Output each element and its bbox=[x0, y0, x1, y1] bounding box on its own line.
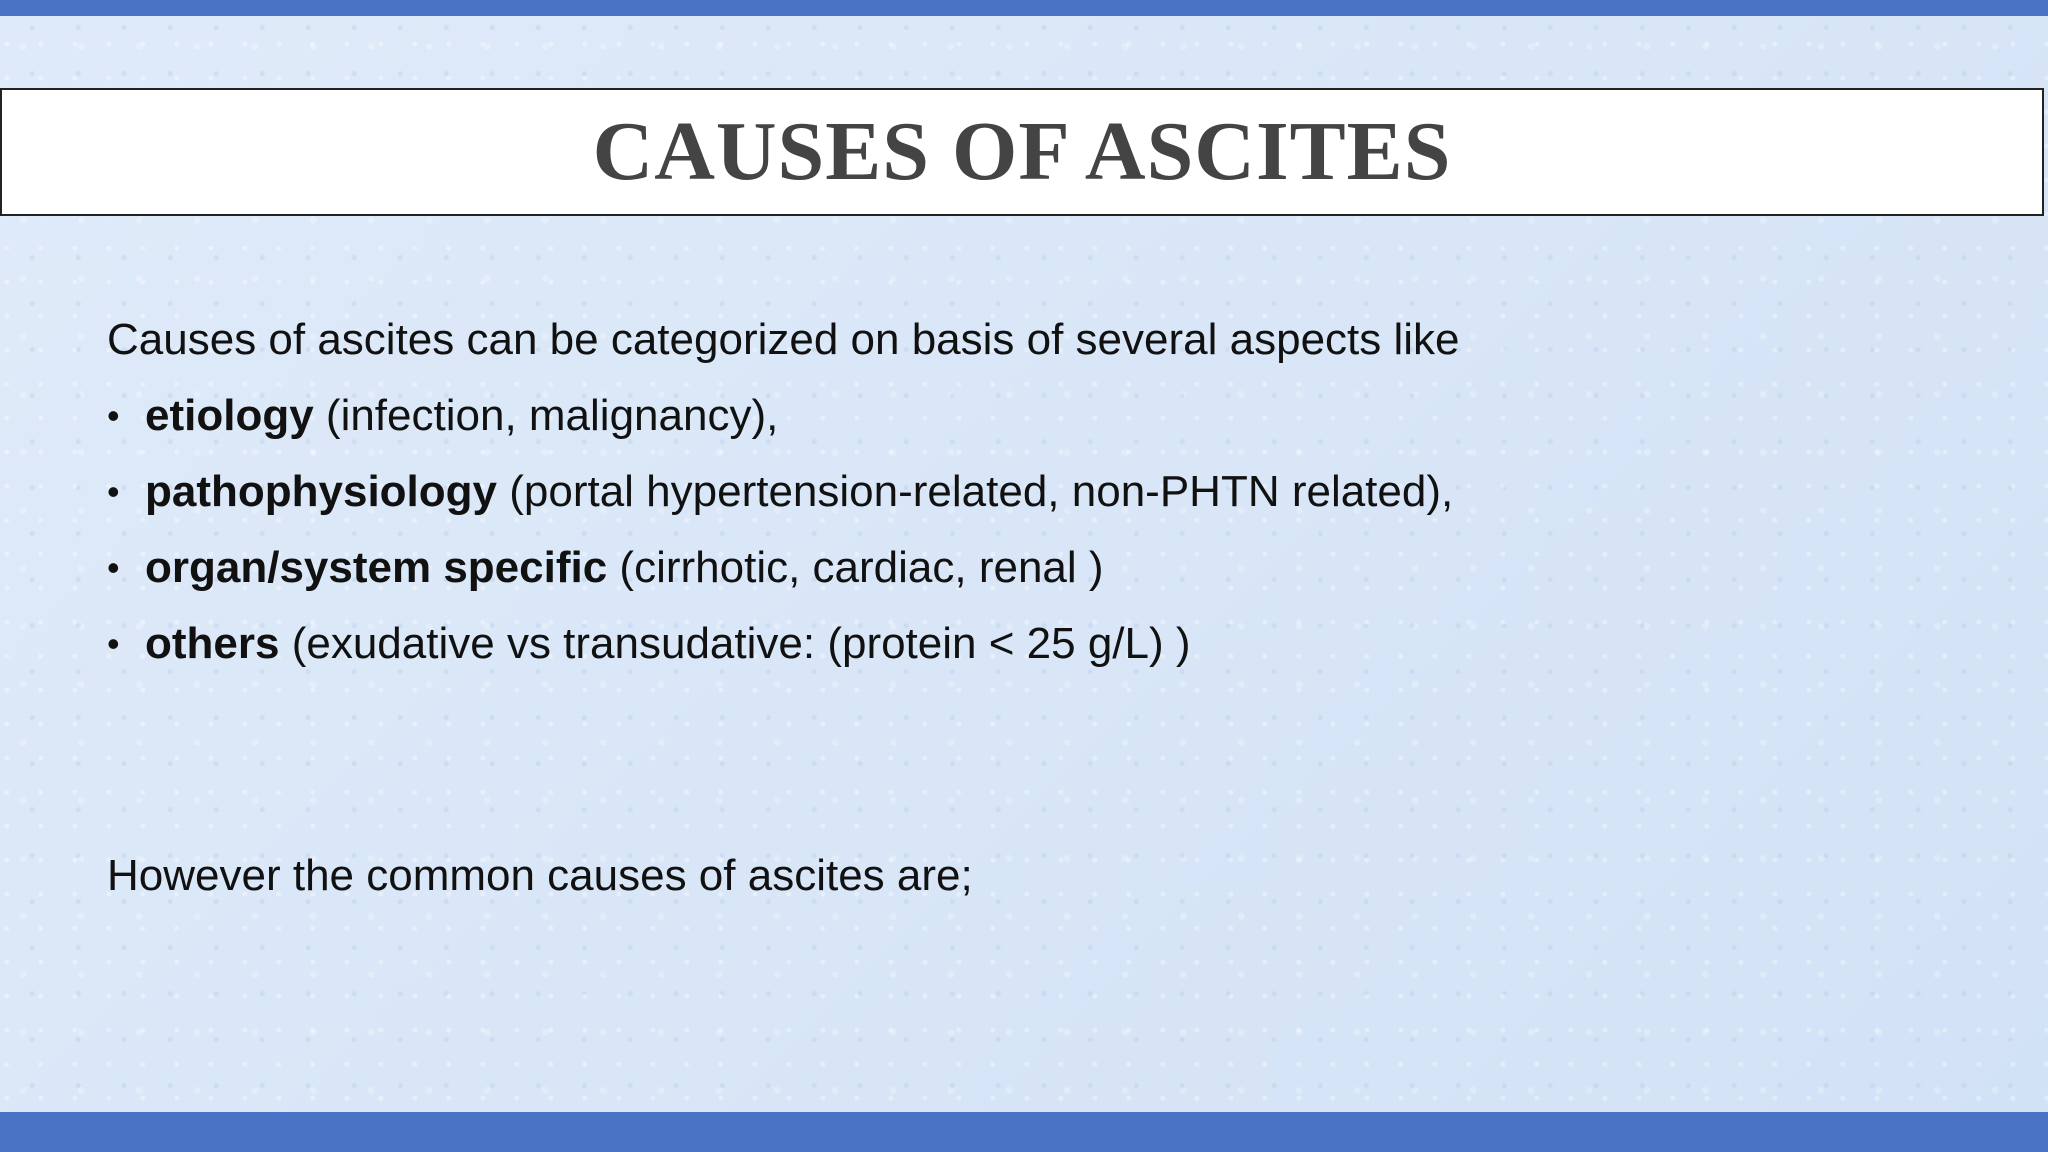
bullet-marker: • bbox=[107, 547, 120, 588]
closing-text: However the common causes of ascites are; bbox=[107, 851, 973, 900]
top-accent-bar bbox=[0, 0, 2048, 16]
bullet-marker: • bbox=[107, 623, 120, 664]
bullet-detail: (cirrhotic, cardiac, renal ) bbox=[607, 543, 1104, 592]
intro-text: Causes of ascites can be categorized on basis of several aspects like bbox=[107, 315, 1460, 364]
slide-content bbox=[107, 312, 1907, 692]
bullet-item-pathophysiology bbox=[107, 464, 1907, 520]
bullet-term: pathophysiology bbox=[145, 467, 497, 516]
bullet-term: organ/system specific bbox=[145, 543, 608, 592]
bullet-marker: • bbox=[107, 395, 120, 436]
bullet-term: etiology bbox=[145, 391, 314, 440]
title-box bbox=[0, 88, 2044, 216]
bullet-list bbox=[107, 388, 1907, 672]
bullet-detail: (infection, malignancy), bbox=[313, 391, 779, 440]
bottom-accent-bar bbox=[0, 1112, 2048, 1152]
bullet-marker: • bbox=[107, 471, 120, 512]
bullet-item-others bbox=[107, 616, 1907, 672]
bullet-item-organ-system bbox=[107, 540, 1907, 596]
slide-title: CAUSES OF ASCITES bbox=[592, 105, 1452, 198]
bullet-detail: (portal hypertension-related, non-PHTN related), bbox=[497, 467, 1454, 516]
bullet-detail: (exudative vs transudative: (protein < 25 g/L) ) bbox=[279, 619, 1191, 668]
bullet-item-etiology bbox=[107, 388, 1907, 444]
bullet-term: others bbox=[145, 619, 280, 668]
